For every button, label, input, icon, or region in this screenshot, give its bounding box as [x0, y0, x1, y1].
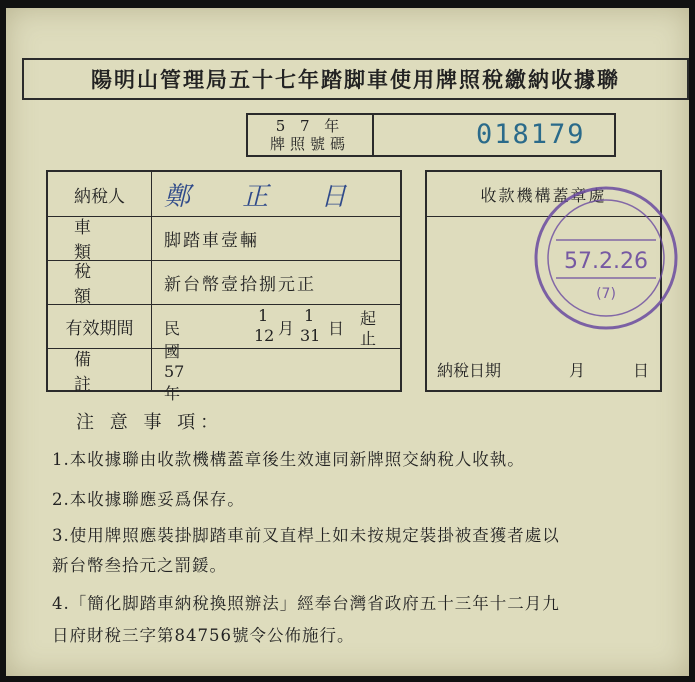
pay-day-unit: 日 — [633, 361, 650, 380]
receipt-paper — [6, 8, 689, 676]
taxpayer-label: 納稅人 — [48, 172, 152, 216]
vehicle-value: 脚踏車壹輛 — [164, 230, 259, 251]
row-taxpayer — [48, 172, 400, 217]
amount-value: 新台幣壹拾捌元正 — [164, 274, 316, 295]
period-day-unit: 日 — [328, 319, 345, 338]
period-month-from: 1 — [258, 306, 269, 325]
pay-month-unit: 月 — [569, 361, 586, 380]
period-day-to: 31 — [300, 326, 321, 345]
receipt-title — [22, 58, 689, 100]
note-4-line-1: 4.「簡化脚踏車納稅換照辦法」經奉台灣省政府五十三年十二月九 — [52, 594, 560, 613]
note-3-line-2: 新台幣叁拾元之罰鍰。 — [52, 556, 227, 575]
stamp-center-mark: (7) — [596, 286, 616, 302]
plate-year: 5 7 年 — [275, 117, 345, 135]
period-month-to: 12 — [254, 326, 275, 345]
note-3-line-1: 3.使用牌照應裝掛脚踏車前叉直桿上如未按規定裝掛被查獲者處以 — [52, 526, 560, 545]
period-prefix: 民國57年 — [164, 319, 185, 403]
note-4-line-2: 日府財稅三字第84756號令公佈施行。 — [52, 626, 355, 645]
note-2: 2.本收據聯應妥爲保存。 — [52, 490, 245, 509]
note-1: 1.本收據聯由收款機構蓋章後生效連同新牌照交納稅人收執。 — [52, 450, 525, 469]
tax-details-table — [46, 170, 402, 403]
stamp-date: 57.2.26 — [564, 249, 648, 274]
period-to-word: 止 — [360, 329, 377, 348]
pay-date-label: 納稅日期 — [437, 361, 502, 380]
stamp-area-header: 收款機構蓋章處 — [427, 172, 660, 217]
plate-label-text: 牌照號碼 — [269, 135, 350, 153]
period-day-from: 1 — [304, 306, 315, 325]
row-remarks — [48, 348, 400, 395]
taxpayer-name: 鄭 正 日 — [164, 181, 369, 212]
agency-stamp — [526, 178, 686, 338]
plate-number: 018179 — [476, 119, 586, 150]
remarks-label: 備註 — [48, 348, 152, 392]
notes-heading: 注 意 事 項： — [76, 412, 224, 433]
vehicle-label: 車類 — [48, 216, 152, 260]
period-month-unit: 月 — [278, 319, 295, 338]
receipt-title-text: 陽明山管理局五十七年踏脚車使用牌照稅繳納收據聯 — [91, 67, 620, 92]
amount-label: 稅額 — [48, 260, 152, 304]
plate-number-box — [246, 113, 616, 157]
row-vehicle — [48, 216, 400, 261]
period-from-word: 起 — [360, 309, 377, 328]
plate-label — [248, 115, 374, 155]
period-label: 有效期間 — [48, 304, 152, 348]
row-amount — [48, 260, 400, 305]
